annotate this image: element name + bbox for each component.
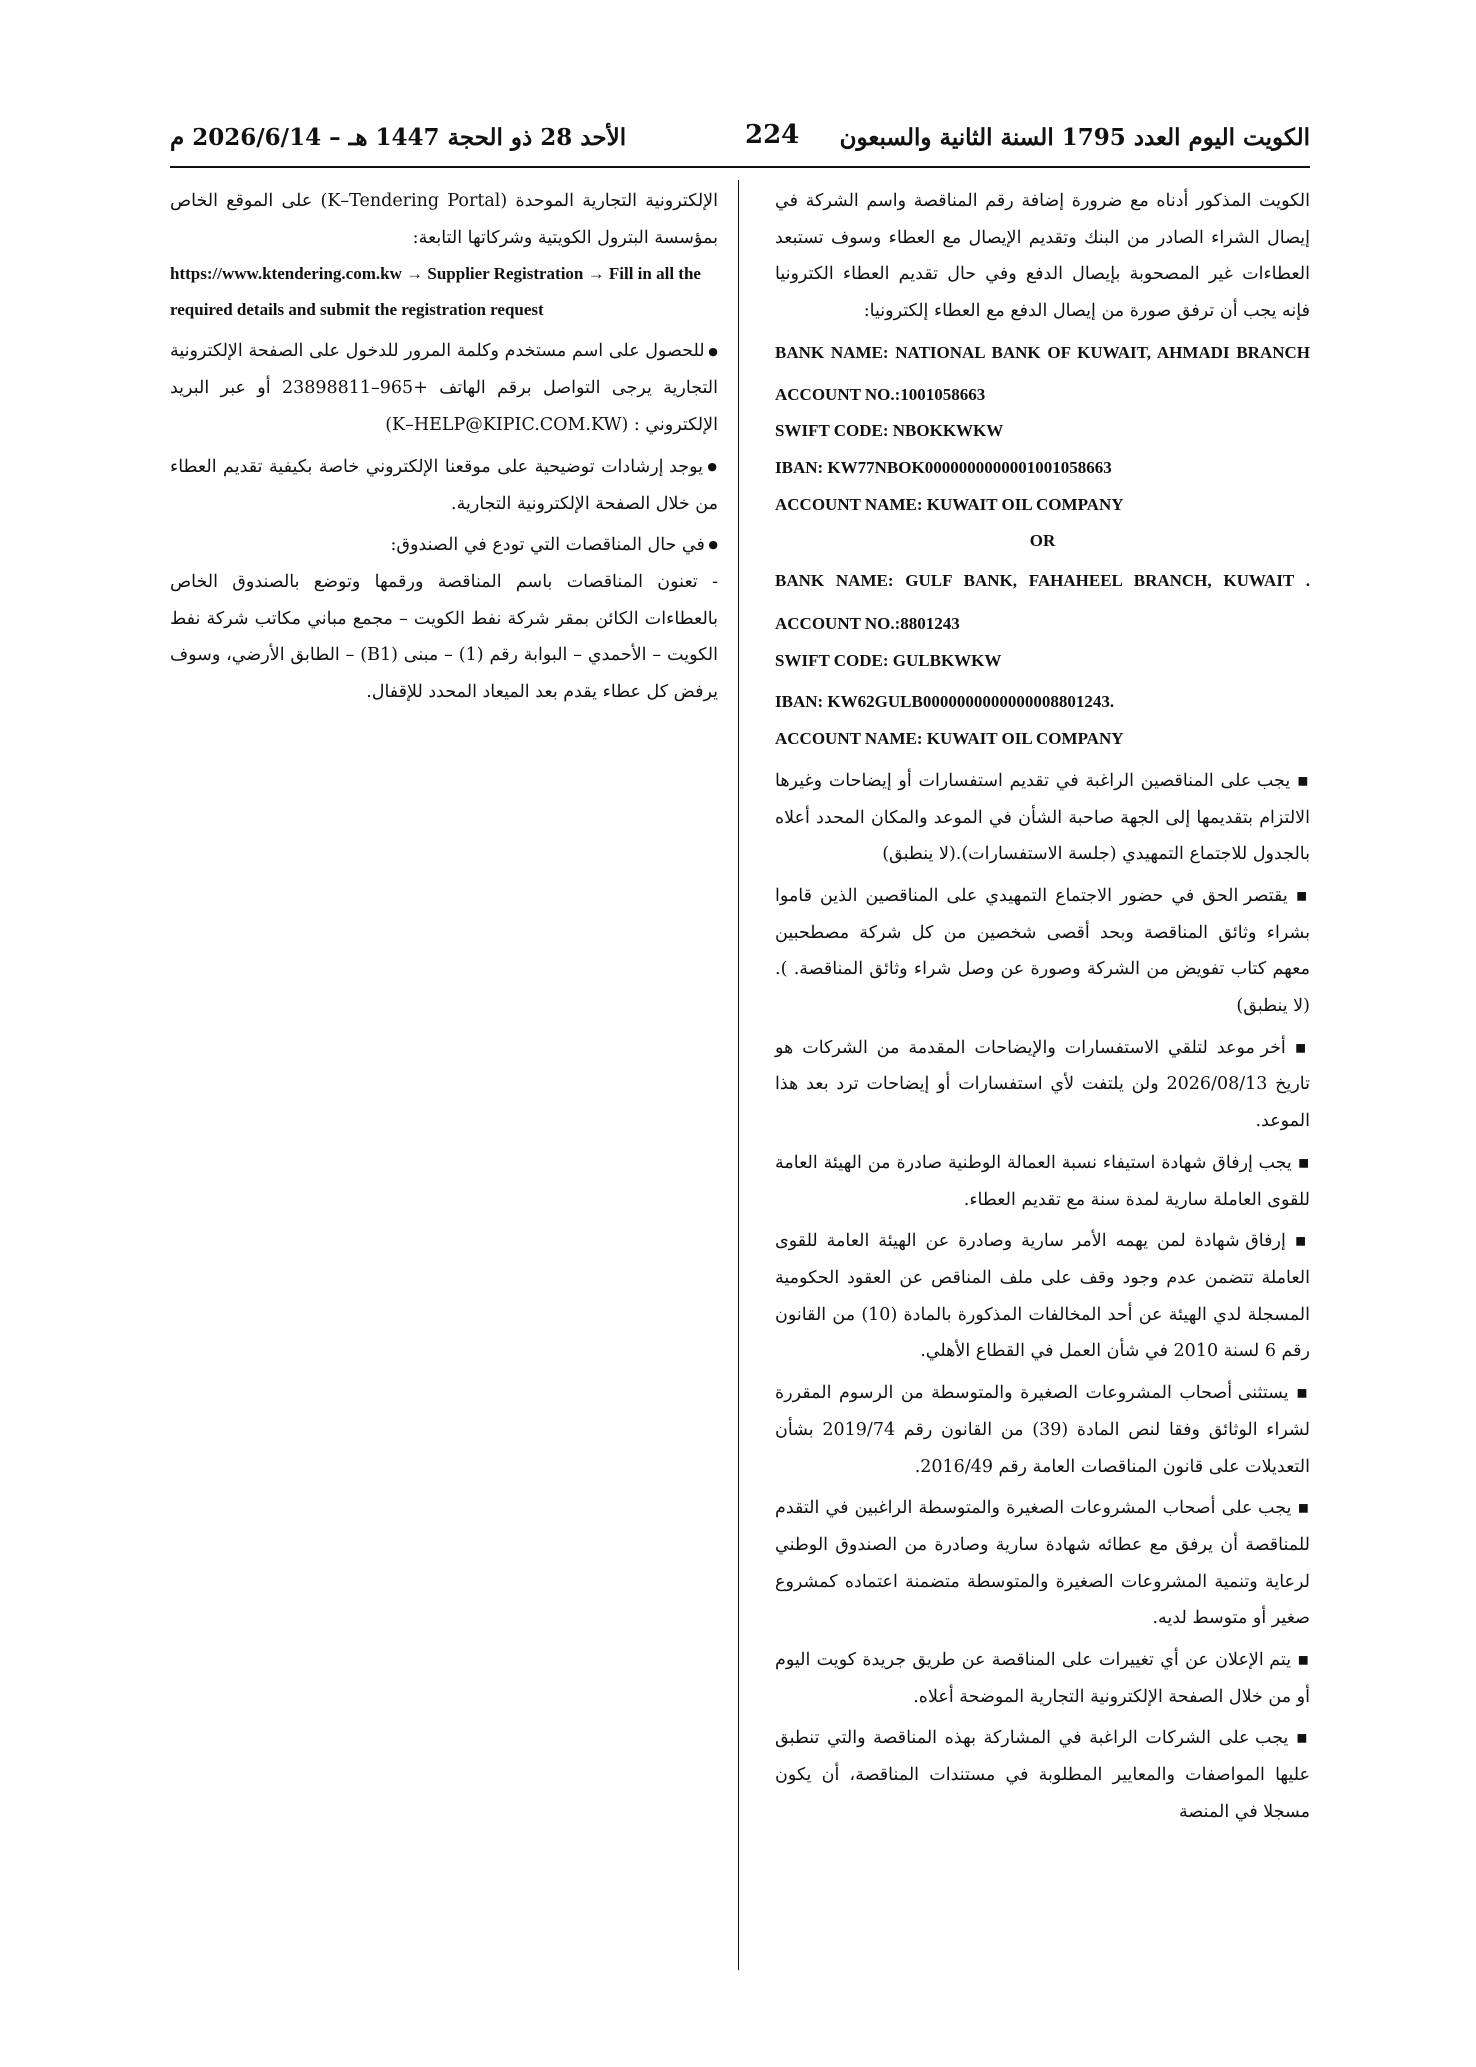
bank2-account: ACCOUNT NO.:8801243 xyxy=(775,614,960,634)
list-item: ▪ يتم الإعلان عن أي تغييرات على المناقصة عن طريق جريدة كويت اليوم أو من خلال الصفحة الإلكترونية التجارية الموضحة أعلاه. xyxy=(775,1642,1310,1715)
header-issue: الكويت اليوم العدد 1795 السنة الثانية والسبعون xyxy=(839,124,1310,151)
bank2-swift: SWIFT CODE: GULBKWKW xyxy=(775,650,1002,670)
page-header xyxy=(170,120,1310,160)
box-tenders-bullet: ● في حال المناقصات التي تودع في الصندوق: xyxy=(170,527,718,564)
bank2-account-name: ACCOUNT NAME: KUWAIT OIL COMPANY xyxy=(775,729,1124,749)
list-item: ▪ يقتصر الحق في حضور الاجتماع التمهيدي على المناقصين الذين قاموا بشراء وثائق المناقصة وبحد أقصى شخصين من كل شركة مصطحبين معهم كتاب تفويض من الشركة وصورة عن وصل شراء وثائق المناقصة. ).(لا ينطبق) xyxy=(775,878,1310,1025)
column-divider xyxy=(738,180,739,1970)
guidelines-bullet: ● يوجد إرشادات توضيحية على موقعنا الإلكتروني خاصة بكيفية تقديم العطاء من خلال الصفحة الإلكترونية التجارية. xyxy=(170,449,718,523)
list-item: ▪ يجب على المناقصين الراغبة في تقديم استفسارات أو إيضاحات وغيرها الالتزام بتقديمها إلى الجهة صاحبة الشأن في الموعد والمكان المحدد أعلاه بالجدول للاجتماع التمهيدي (جلسة الاستفسارات).(لا ينطبق) xyxy=(775,763,1310,873)
right-column xyxy=(775,183,1310,1836)
bank1-account-name: ACCOUNT NAME: KUWAIT OIL COMPANY xyxy=(775,494,1124,514)
list-item: ▪ إرفاق شهادة لمن يهمه الأمر سارية وصادرة عن الهيئة العامة للقوى العاملة تتضمن عدم وجود وقف على ملف المناقص عن العقود الحكومية المسجلة لدي الهيئة عن أحد المخالفات المذكورة بالمادة (10) من القانون رقم 6 لسنة 2010 في شأن العمل في القطاع الأهلي. xyxy=(775,1223,1310,1370)
credentials-bullet: ● للحصول على اسم مستخدم وكلمة المرور للدخول على الصفحة الإلكترونية التجارية يرجى التواصل برقم الهاتف +965–23898811 أو عبر البريد الإلكتروني : (K–HELP@KIPIC.COM.KW) xyxy=(170,333,718,443)
page-number: 224 xyxy=(745,120,800,150)
portal-intro: الإلكترونية التجارية الموحدة (K–Tendering Portal) على الموقع الخاص بمؤسسة البترول الكويتية وشركاتها التابعة: xyxy=(170,191,718,248)
or-separator: OR xyxy=(1029,531,1056,551)
bank1-iban: IBAN: KW77NBOK0000000000001001058663 xyxy=(775,457,1112,477)
bank2-iban: IBAN: KW62GULB0000000000000008801243. xyxy=(775,692,1115,712)
list-item: ▪ يستثنى أصحاب المشروعات الصغيرة والمتوسطة من الرسوم المقررة لشراء الوثائق وفقا لنص المادة (39) من القانون رقم 2019/74 بشأن التعديلات على قانون المناقصات العامة رقم 2016/49. xyxy=(775,1375,1310,1485)
list-item: ▪ يجب على أصحاب المشروعات الصغيرة والمتوسطة الراغبين في التقدم للمناقصة أن يرفق مع عطائه شهادة سارية وصادرة من الصندوق الوطني لرعاية وتنمية المشروعات الصغيرة والمتوسطة متضمنة اعتماده كمشروع صغير أو متوسط لديه. xyxy=(775,1490,1310,1637)
bank1-name: BANK NAME: NATIONAL BANK OF KUWAIT, AHMADI BRANCH xyxy=(775,342,1310,362)
registration-link[interactable]: https://www.ktendering.com.kw → Supplier Registration → Fill in all the required details and submit the registration request xyxy=(170,264,701,320)
header-date: الأحد 28 ذو الحجة 1447 هـ – 2026/6/14 م xyxy=(170,124,627,151)
left-column xyxy=(170,183,718,716)
box-instructions: - تعنون المناقصات باسم المناقصة ورقمها وتوضع بالصندوق الخاص بالعطاءات الكائن بمقر شركة نفط الكويت – مجمع مباني مكاتب شركة نفط الكويت – الأحمدي – البوابة رقم (1) – مبنى (B1) – الطابق الأرضي، وسوف يرفض كل عطاء يقدم بعد الميعاد المحدد للإقفال. xyxy=(170,572,718,703)
bank1-account: ACCOUNT NO.:1001058663 xyxy=(775,384,986,404)
list-item: ▪ يجب على الشركات الراغبة في المشاركة بهذه المناقصة والتي تنطبق عليها المواصفات والمعايير المطلوبة في مستندات المناقصة، أن يكون مسجلا في المنصة xyxy=(775,1720,1310,1830)
list-item: ▪ يجب إرفاق شهادة استيفاء نسبة العمالة الوطنية صادرة من الهيئة العامة للقوى العاملة سارية لمدة سنة مع تقديم العطاء. xyxy=(775,1145,1310,1218)
intro-paragraph: الكويت المذكور أدناه مع ضرورة إضافة رقم المناقصة واسم الشركة في إيصال الشراء الصادر من البنك وتقديم الإيصال مع العطاء وسوف تستبعد العطاءات غير المصحوبة بإيصال الدفع وفي حال تقديم العطاء الكترونيا فإنه يجب أن ترفق صورة من إيصال الدفع مع العطاء إلكترونيا: xyxy=(775,191,1310,322)
bank2-name: BANK NAME: GULF BANK, FAHAHEEL BRANCH, KUWAIT . xyxy=(775,571,1310,591)
header-rule xyxy=(170,166,1310,168)
list-item: ▪ أخر موعد لتلقي الاستفسارات والإيضاحات المقدمة من الشركات هو تاريخ 2026/08/13 ولن يلتفت لأي استفسارات أو إيضاحات ترد بعد هذا الموعد. xyxy=(775,1030,1310,1140)
bank1-swift: SWIFT CODE: NBOKKWKW xyxy=(775,421,1004,441)
